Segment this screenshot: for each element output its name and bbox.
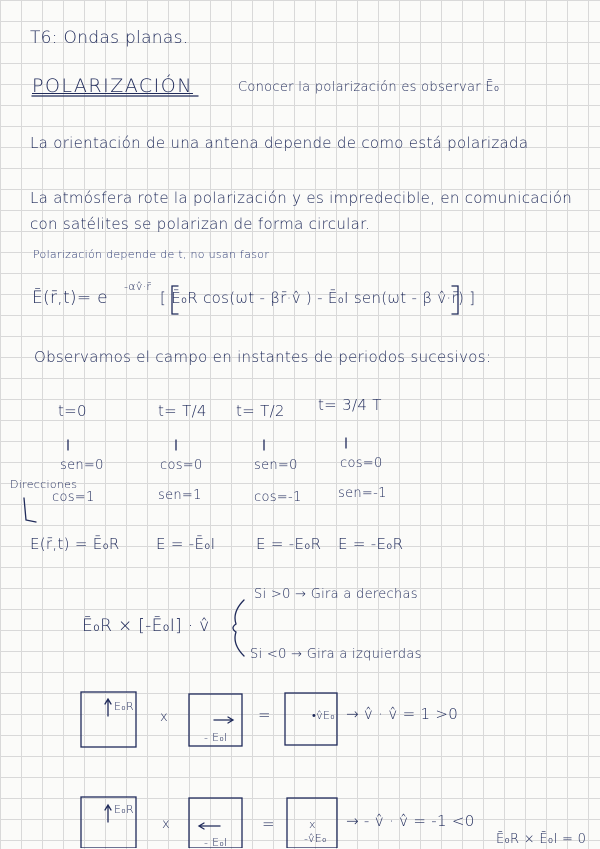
diagram-operator: x: [162, 817, 170, 832]
field-box: [287, 798, 337, 848]
case-negative: Si <0 → Gira a izquierdas: [250, 647, 422, 662]
diagram-label: •v̂E₀: [312, 709, 335, 722]
diagram-label: E₀R: [114, 700, 134, 713]
section-note: Conocer la polarización es observar Ē₀: [238, 80, 500, 95]
diagram-label: - E₀I: [204, 836, 228, 849]
instant-condition-a: sen=0: [254, 458, 298, 473]
directions-arrow: [24, 498, 36, 522]
field-box: [189, 798, 242, 848]
instant-time: t=0: [58, 402, 87, 420]
instant-condition-a: sen=0: [60, 458, 104, 473]
field-formula-lhs: Ē(r̄,t)= e: [32, 288, 108, 308]
corner-note: Ē₀R × Ē₀I = 0: [496, 832, 587, 847]
atmosphere-line: La atmósfera rote la polarización y es impredecible, en comunicación: [30, 189, 573, 207]
diagram-operator: x: [160, 710, 168, 725]
diagram-label: -v̂E₀: [304, 832, 327, 845]
instant-condition-a: cos=0: [340, 456, 383, 471]
page-title: T6: Ondas planas.: [30, 28, 189, 48]
instants-intro: Observamos el campo en instantes de periodos sucesivos:: [34, 348, 492, 366]
instant-condition-b: sen=1: [158, 488, 202, 503]
diagram-result: → v̂ · v̂ = 1 >0: [346, 705, 459, 723]
right-bracket: [452, 286, 458, 314]
instant-condition-b: sen=-1: [338, 486, 387, 501]
instant-condition-a: cos=0: [160, 458, 203, 473]
diagram-label: x: [309, 818, 316, 831]
instant-time: t= T/4: [158, 402, 207, 420]
diagram-label: E₀R: [114, 803, 134, 816]
cross-product-expression: Ē₀R × [-Ē₀I] · v̂: [82, 616, 210, 636]
instant-field: E(r̄,t) = Ē₀R: [30, 535, 120, 553]
instant-field: E = -E₀R: [256, 535, 322, 553]
instant-field: E = -Ē₀I: [156, 535, 216, 553]
instant-condition-b: cos=1: [52, 490, 95, 505]
field-box: [285, 693, 337, 745]
instant-time: t= T/2: [236, 402, 285, 420]
case-brace: [233, 600, 244, 656]
case-positive: Si >0 → Gira a derechas: [254, 587, 418, 602]
instant-condition-b: cos=-1: [254, 490, 302, 505]
diagram-result: → - v̂ · v̂ = -1 <0: [346, 812, 475, 830]
time-dependence-note: Polarización depende de t, no usan fasor: [33, 248, 270, 261]
antenna-line: La orientación de una antena depende de como está polarizada: [30, 134, 529, 152]
field-formula-exponent: -αv̂·r̄: [124, 280, 152, 293]
satellite-line: con satélites se polarizan de forma circular.: [30, 215, 371, 233]
directions-label: Direcciones: [10, 478, 78, 491]
instant-field: E = -E₀R: [338, 535, 404, 553]
left-bracket: [172, 286, 178, 314]
field-formula-body: [ Ē₀R cos(ωt - βr̄·v̂ ) - Ē₀I sen(ωt - β v̂·r̄) ]: [160, 289, 476, 307]
instant-time: t= 3/4 T: [318, 396, 382, 414]
section-title: POLARIZACIÓN: [32, 75, 193, 97]
diagram-equals: =: [262, 815, 275, 833]
diagram-equals: =: [258, 706, 271, 724]
diagram-label: - E₀I: [204, 731, 228, 744]
